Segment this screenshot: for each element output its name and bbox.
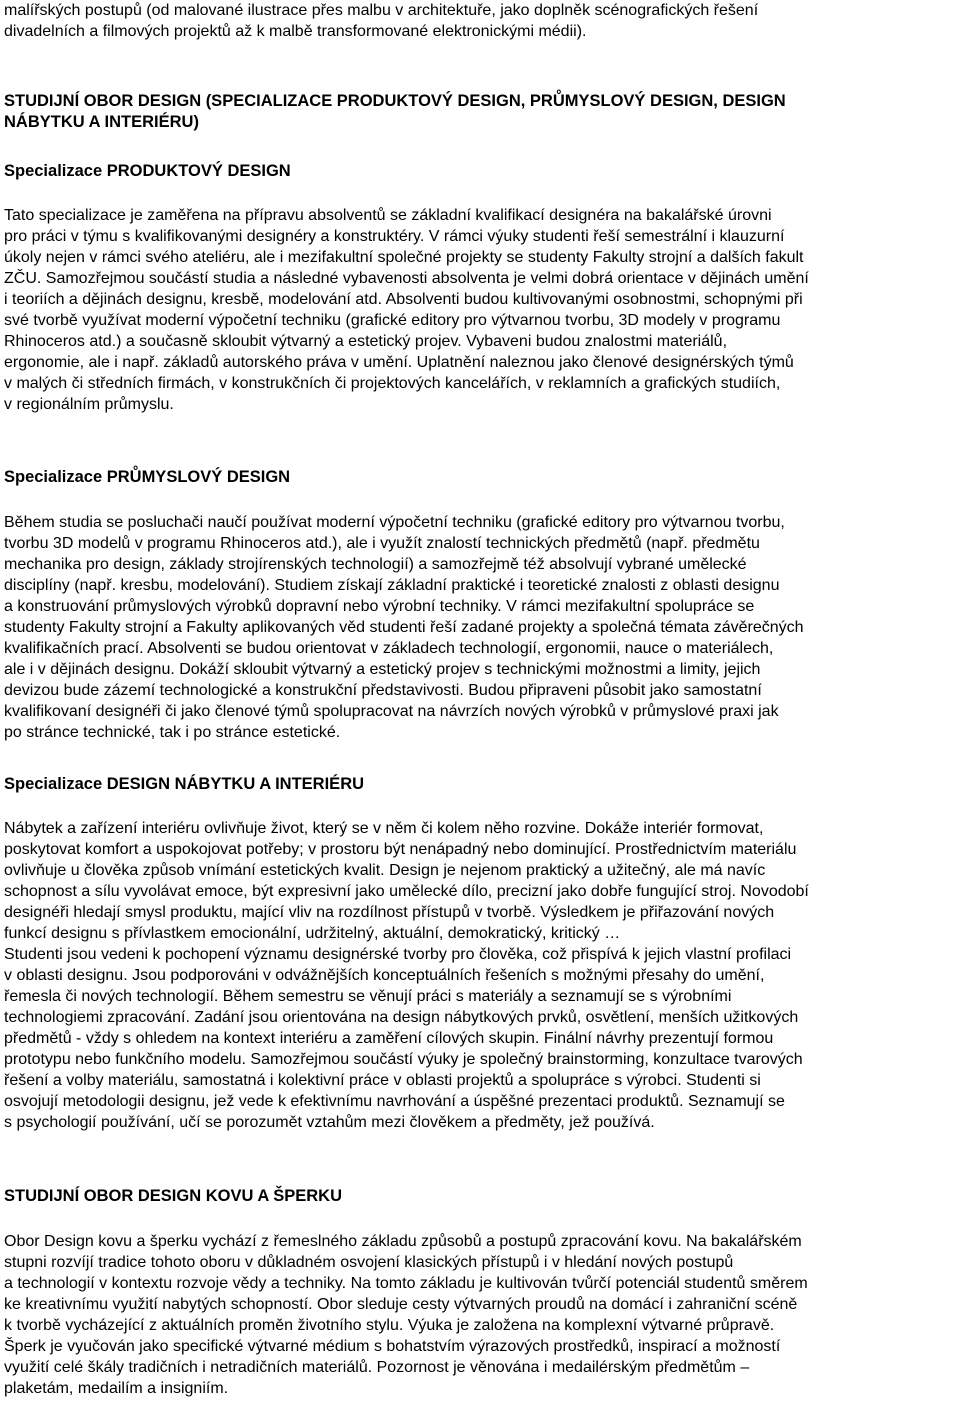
nabytek-line: Studenti jsou vedeni k pochopení významu designérské tvorby pro člověka, což přispívá k jejich vlastní profilaci	[4, 946, 792, 963]
intro-line: divadelních a filmových projektů až k malbě transformované elektronickými médii).	[4, 23, 587, 40]
prumyslovy-line: kvalifikovaní designéři či jako členové týmů spolupracovat na návrzích nových výrobků v průmyslové praxi jak	[4, 703, 779, 720]
prumyslovy-line: mechanika pro design, základy strojírenských technologií) a samozřejmě též absolvují vybrané umělecké	[4, 556, 747, 573]
prumyslovy-line: disciplíny (např. kresbu, modelování). Studiem získají základní praktické i teoretické znalosti z oblasti designu	[4, 577, 780, 594]
nabytek-line: poskytovat komfort a uspokojovat potřeby; v prostoru být nenápadný nebo dominující. Prostřednictvím materiálu	[4, 841, 797, 858]
nabytek-line: Nábytek a zařízení interiéru ovlivňuje život, který se v něm či kolem něho rozvine. Dokáže interiér formovat,	[4, 820, 764, 837]
obor-kov-line: a technologií v kontextu rozvoje vědy a techniky. Na tomto základu je kultivován tvůrčí potenciál studentů směrem	[4, 1275, 808, 1292]
obor-kov-line: využití celé škály tradičních i netradičních materiálů. Pozornost je věnována i medailérským předmětům –	[4, 1359, 750, 1376]
produktovy-heading: Specializace PRODUKTOVÝ DESIGN	[4, 162, 291, 180]
nabytek-line: funkcí designu s přívlastkem emocionální, udržitelný, aktuální, demokratický, kritický …	[4, 925, 621, 942]
nabytek-line: s psychologií používání, učí se porozumět vztahům mezi člověkem a předměty, jež používá.	[4, 1114, 655, 1131]
produktovy-line: Tato specializace je zaměřena na přípravu absolventů se základní kvalifikací designéra na bakalářské úrovni	[4, 207, 772, 224]
prumyslovy-line: devizou bude zázemí technologické a konstrukční představivosti. Budou připraveni působit jako samostatní	[4, 682, 762, 699]
produktovy-line: v malých či středních firmách, v konstrukčních či projektových kancelářích, v reklamních a grafických studiích,	[4, 375, 781, 392]
produktovy-line: ZČU. Samozřejmou součástí studia a následné vybavenosti absolventa je velmi dobrá orientace v dějinách umění	[4, 270, 809, 287]
prumyslovy-line: a konstruování průmyslových výrobků dopravní nebo výrobní techniky. V rámci mezifakultní spolupráce se	[4, 598, 755, 615]
nabytek-line: řemesla či nových technologií. Během semestru se věnují práci s materiály a seznamují se s výrobními	[4, 988, 732, 1005]
nabytek-heading: Specializace DESIGN NÁBYTKU A INTERIÉRU	[4, 775, 365, 793]
produktovy-line: úkoly nejen v rámci svého ateliéru, ale i mezifakultní společné projekty se studenty Fakulty strojní a dalších fakult	[4, 249, 804, 266]
prumyslovy-line: tvorbu 3D modelů v programu Rhinoceros atd.), ale i využít znalostí technických předmětů (např. předmětu	[4, 535, 760, 552]
obor-kov-line: Šperk je vyučován jako specifické výtvarné médium s bohatstvím výrazových prostředků, inspirací a možností	[4, 1338, 781, 1355]
nabytek-line: designéři hledají smysl produktu, mající vliv na rozdílnost přístupů v tvorbě. Výsledkem je přiřazování nových	[4, 904, 775, 921]
nabytek-line: ovlivňuje u člověka způsob vnímání estetických kvalit. Design je nejenom praktický a užitečný, ale má navíc	[4, 862, 766, 879]
produktovy-line: i teoriích a dějinách designu, kresbě, modelování atd. Absolventi budou kultivovanými osobnostmi, schopnými při	[4, 291, 803, 308]
nabytek-line: řešení a volby materiálu, samostatná i kolektivní práce v oblasti projektů a spolupráce s výrobci. Studenti si	[4, 1072, 761, 1089]
produktovy-line: Rhinoceros atd.) a současně skloubit výtvarný a estetický projev. Vybaveni budou znalostmi materiálů,	[4, 333, 728, 350]
prumyslovy-line: po stránce technické, tak i po stránce estetické.	[4, 724, 341, 741]
prumyslovy-heading: Specializace PRŮMYSLOVÝ DESIGN	[4, 468, 291, 486]
obor-kov-line: Obor Design kovu a šperku vychází z řemeslného základu způsobů a postupů zpracování kovu. Na bakalářském	[4, 1233, 802, 1250]
obor-kov-line: plaketám, medailím a insigniím.	[4, 1380, 229, 1397]
nabytek-line: schopnost a sílu vyvolávat emoce, být expresivní jako umělecké dílo, precizní jako dobře fungující stroj. Novodobí	[4, 883, 809, 900]
nabytek-line: osvojují metodologii designu, jež vede k efektivnímu navrhování a úspěšné prezentaci produktů. Seznamují se	[4, 1093, 785, 1110]
nabytek-line: technologiemi zpracování. Zadání jsou orientována na design nábytkových prvků, osvětlení, menších užitkových	[4, 1009, 799, 1026]
obor-kov-line: k tvorbě vycházející z aktuálních proměn životního stylu. Výuka je založena na komplexní výtvarné průpravě.	[4, 1317, 775, 1334]
produktovy-line: ergonomie, ale i např. základů autorského práva v umění. Uplatnění naleznou jako členové designérských týmů	[4, 354, 794, 371]
obor-design-heading: NÁBYTKU A INTERIÉRU)	[4, 113, 199, 131]
intro-line: malířských postupů (od malované ilustrace přes malbu v architektuře, jako doplněk scénografických řešení	[4, 2, 759, 19]
produktovy-line: v regionálním průmyslu.	[4, 396, 174, 413]
prumyslovy-line: Během studia se posluchači naučí používat moderní výpočetní techniku (grafické editory pro výtvarnou tvorbu,	[4, 514, 785, 531]
produktovy-line: své tvorbě využívat moderní výpočetní techniku (grafické editory pro výtvarnou tvorbu, 3D modely v programu	[4, 312, 781, 329]
obor-kov-line: ke kreativnímu využití nabytých schopností. Obor sleduje cesty výtvarných proudů na domácí i zahraniční scéně	[4, 1296, 798, 1313]
obor-design-heading: STUDIJNÍ OBOR DESIGN (SPECIALIZACE PRODUKTOVÝ DESIGN, PRŮMYSLOVÝ DESIGN, DESIGN	[4, 92, 786, 110]
prumyslovy-line: studenty Fakulty strojní a Fakulty aplikovaných věd studenti řeší zadané projekty a společná témata závěrečných	[4, 619, 804, 636]
produktovy-line: pro práci v týmu s kvalifikovanými designéry a konstruktéry. V rámci výuky studenti řeší semestrální i klauzurní	[4, 228, 785, 245]
nabytek-line: v oblasti designu. Jsou podporováni v odvážnějších konceptuálních řešeních s možnými přesahy do umění,	[4, 967, 765, 984]
nabytek-line: prototypu nebo funkčního modelu. Samozřejmou součástí výuky je společný brainstorming, konzultace tvarových	[4, 1051, 803, 1068]
obor-kov-heading: STUDIJNÍ OBOR DESIGN KOVU A ŠPERKU	[4, 1187, 342, 1205]
obor-kov-line: stupni rozvíjí tradice tohoto oboru v důkladném osvojení klasických přístupů i v hledání nových postupů	[4, 1254, 734, 1271]
nabytek-line: předmětů - vždy s ohledem na kontext interiéru a zaměření cílových skupin. Finální návrhy prezentují formou	[4, 1030, 774, 1047]
prumyslovy-line: kvalifikačních prací. Absolventi se budou orientovat v základech technologií, ergonomii, nauce o materiálech,	[4, 640, 774, 657]
prumyslovy-line: ale i v dějinách designu. Dokáží skloubit výtvarný a estetický projev s technickými možnostmi a limity, jejich	[4, 661, 761, 678]
